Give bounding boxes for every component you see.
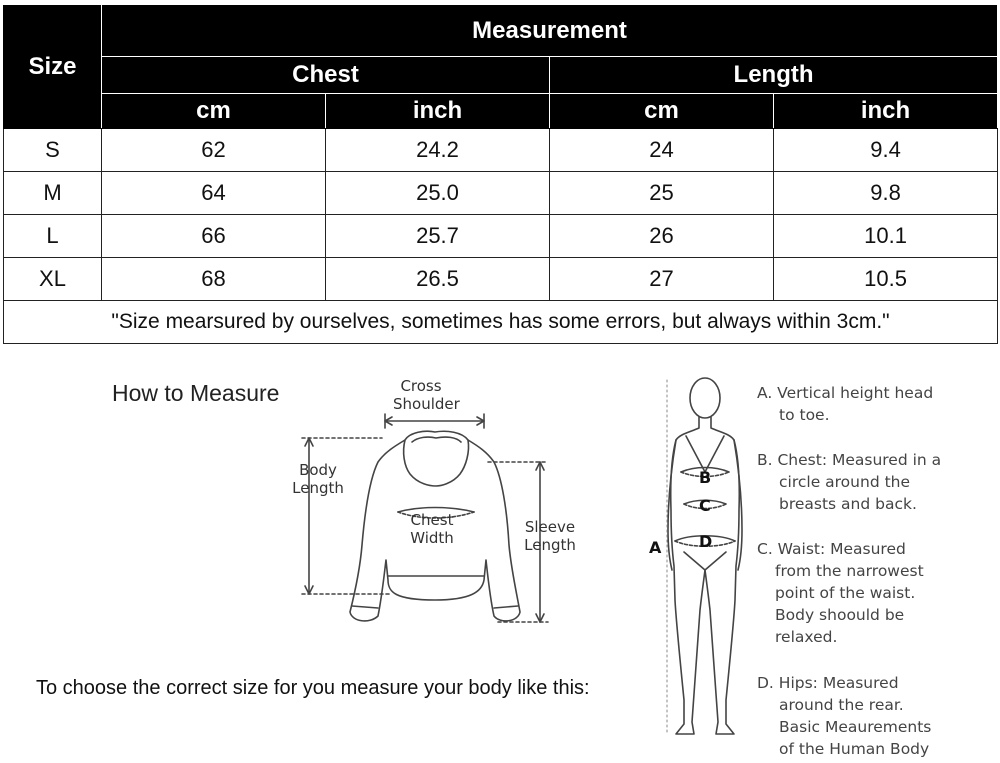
unit-header: cm — [550, 94, 774, 129]
body-length-label-line: Length — [292, 479, 344, 497]
size-cell: XL — [4, 258, 102, 301]
length-cm-cell: 27 — [550, 258, 774, 301]
body-label-d: D — [699, 532, 713, 551]
how-to-measure-title: How to Measure — [112, 380, 280, 406]
guide-line: B. Chest: Measured in a — [757, 451, 942, 469]
chest-width-label-line: Width — [410, 529, 454, 547]
body-label-b: B — [699, 468, 712, 487]
body-length-label-line: Body — [299, 461, 337, 479]
length-inch-cell: 9.4 — [774, 129, 998, 172]
chest-cm-cell: 62 — [102, 129, 326, 172]
cross-shoulder-label-line: Shoulder — [393, 395, 460, 413]
chest-header: Chest — [102, 57, 550, 94]
length-cm-cell: 25 — [550, 172, 774, 215]
cross-shoulder-label-line: Cross — [400, 377, 442, 395]
chest-inch-cell: 24.2 — [326, 129, 550, 172]
guide-item-b — [757, 449, 941, 515]
body-label-a: A — [649, 538, 662, 557]
length-cm-cell: 24 — [550, 129, 774, 172]
guide-line: breasts and back. — [779, 495, 917, 513]
chest-cm-cell: 66 — [102, 215, 326, 258]
size-cell: L — [4, 215, 102, 258]
length-inch-cell: 10.5 — [774, 258, 998, 301]
length-inch-cell: 10.1 — [774, 215, 998, 258]
guide-line: from the narrowest — [775, 562, 924, 580]
size-note: "Size mearsured by ourselves, sometimes has some errors, but always within 3cm." — [4, 301, 998, 344]
guide-line: C. Waist: Measured — [757, 540, 906, 558]
chest-cm-cell: 64 — [102, 172, 326, 215]
guide-item-c — [757, 538, 924, 648]
chest-inch-cell: 25.0 — [326, 172, 550, 215]
length-cm-cell: 26 — [550, 215, 774, 258]
size-cell: S — [4, 129, 102, 172]
unit-header: cm — [102, 94, 326, 129]
guide-line: circle around the — [779, 473, 911, 491]
guide-line: Body shoould be — [775, 606, 905, 624]
guide-line: to toe. — [779, 406, 830, 424]
sleeve-length-label-line: Sleeve — [524, 518, 576, 536]
guide-line: D. Hips: Measured — [757, 674, 899, 692]
body-outline — [671, 417, 740, 734]
chest-width-label-line: Chest — [410, 511, 454, 529]
head-outline — [690, 378, 720, 418]
size-column-header: Size — [4, 6, 102, 129]
unit-header: inch — [774, 94, 998, 129]
chest-inch-cell: 26.5 — [326, 258, 550, 301]
length-header: Length — [550, 57, 998, 94]
body-label-c: C — [699, 496, 711, 515]
chest-cm-cell: 68 — [102, 258, 326, 301]
measurement-header: Measurement — [102, 6, 998, 57]
unit-header: inch — [326, 94, 550, 129]
guide-line: around the rear. — [779, 696, 904, 714]
length-inch-cell: 9.8 — [774, 172, 998, 215]
guide-item-d — [757, 672, 931, 760]
guide-item-a — [757, 382, 933, 426]
guide-line: Basic Meaurements — [779, 718, 932, 736]
size-cell: M — [4, 172, 102, 215]
sleeve-length-label-line: Length — [524, 536, 576, 554]
measure-instruction: To choose the correct size for you measure your body like this: — [36, 677, 590, 699]
guide-line: relaxed. — [775, 628, 838, 646]
chest-inch-cell: 25.7 — [326, 215, 550, 258]
guide-line: A. Vertical height head — [757, 384, 934, 402]
guide-line: point of the waist. — [775, 584, 916, 602]
guide-line: of the Human Body — [779, 740, 930, 758]
